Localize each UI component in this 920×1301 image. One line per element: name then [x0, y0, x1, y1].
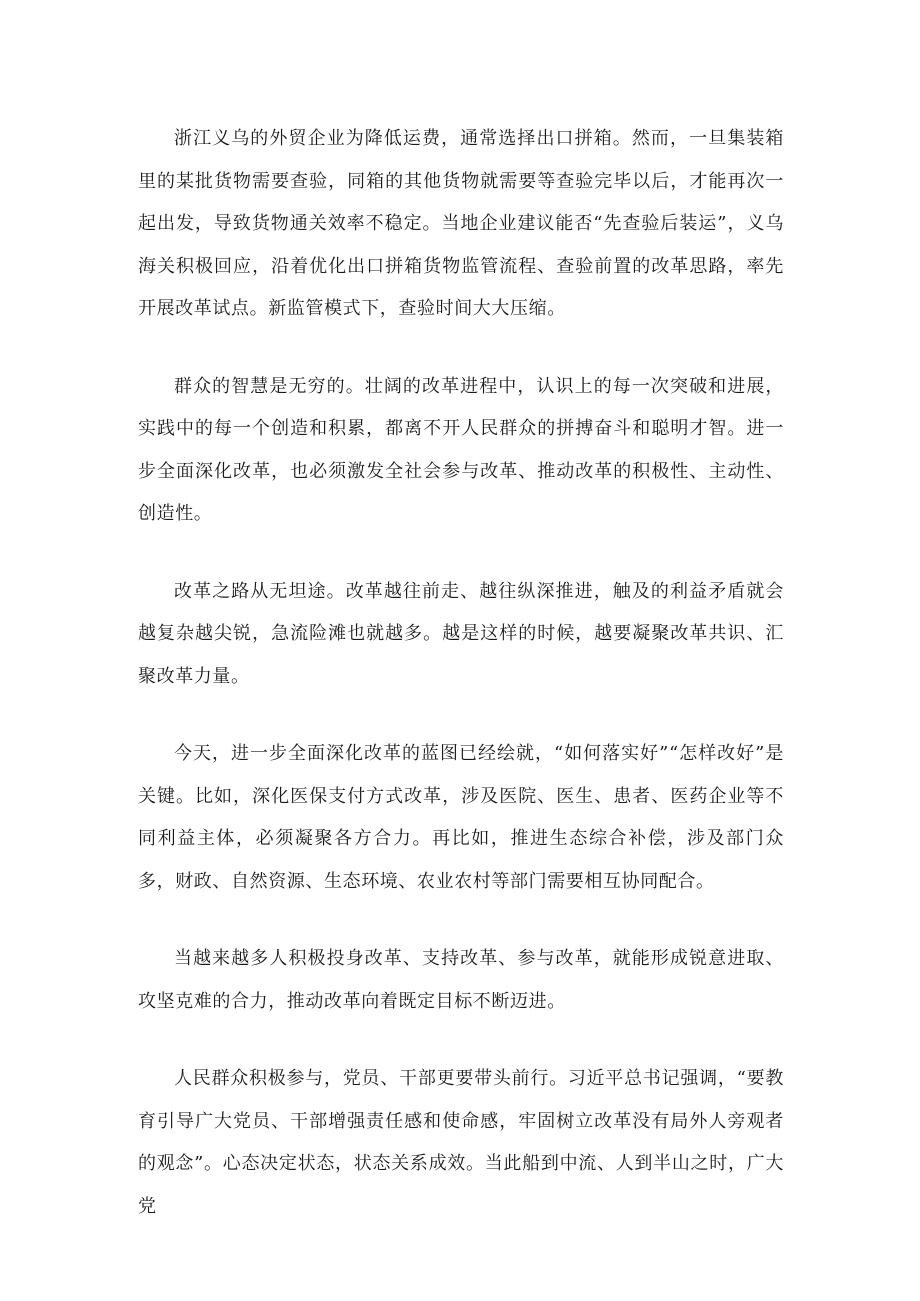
paragraph-1: 浙江义乌的外贸企业为降低运费，通常选择出口拼箱。然而，一旦集装箱里的某批货物需要查验，同箱的其他货物就需要等查验完毕以后，才能再次一起出发，导致货物通关效率不稳定。当地企业建议能否“先查验后装运”，义乌海关积极回应，沿着优化出口拼箱货物监管流程、查验前置的改革思路，率先开展改革试点。新监管模式下，查验时间大大压缩。 [138, 128, 784, 319]
paragraph-6: 人民群众积极参与，党员、干部更要带头前行。习近平总书记强调，“要教育引导广大党员、干部增强责任感和使命感，牢固树立改革没有局外人旁观者的观念”。心态决定状态，状态关系成效。当此船到中流、人到半山之时，广大党 [138, 1068, 784, 1217]
article-body [138, 118, 784, 1228]
paragraph-2: 群众的智慧是无穷的。壮阔的改革进程中，认识上的每一次突破和进展，实践中的每一个创造和积累，都离不开人民群众的拼搏奋斗和聪明才智。进一步全面深化改革，也必须激发全社会参与改革、推动改革的积极性、主动性、创造性。 [138, 375, 784, 524]
paragraph-3: 改革之路从无坦途。改革越往前走、越往纵深推进，触及的利益矛盾就会越复杂越尖锐，急流险滩也就越多。越是这样的时候，越要凝聚改革共识、汇聚改革力量。 [138, 580, 784, 687]
paragraph-5: 当越来越多人积极投身改革、支持改革、参与改革，就能形成锐意进取、攻坚克难的合力，推动改革向着既定目标不断迈进。 [138, 948, 784, 1012]
paragraph-4: 今天，进一步全面深化改革的蓝图已经绘就，“如何落实好”“怎样改好”是关键。比如，深化医保支付方式改革，涉及医院、医生、患者、医药企业等不同利益主体，必须凝聚各方合力。再比如，推进生态综合补偿，涉及部门众多，财政、自然资源、生态环境、农业农村等部门需要相互协同配合。 [138, 743, 784, 892]
